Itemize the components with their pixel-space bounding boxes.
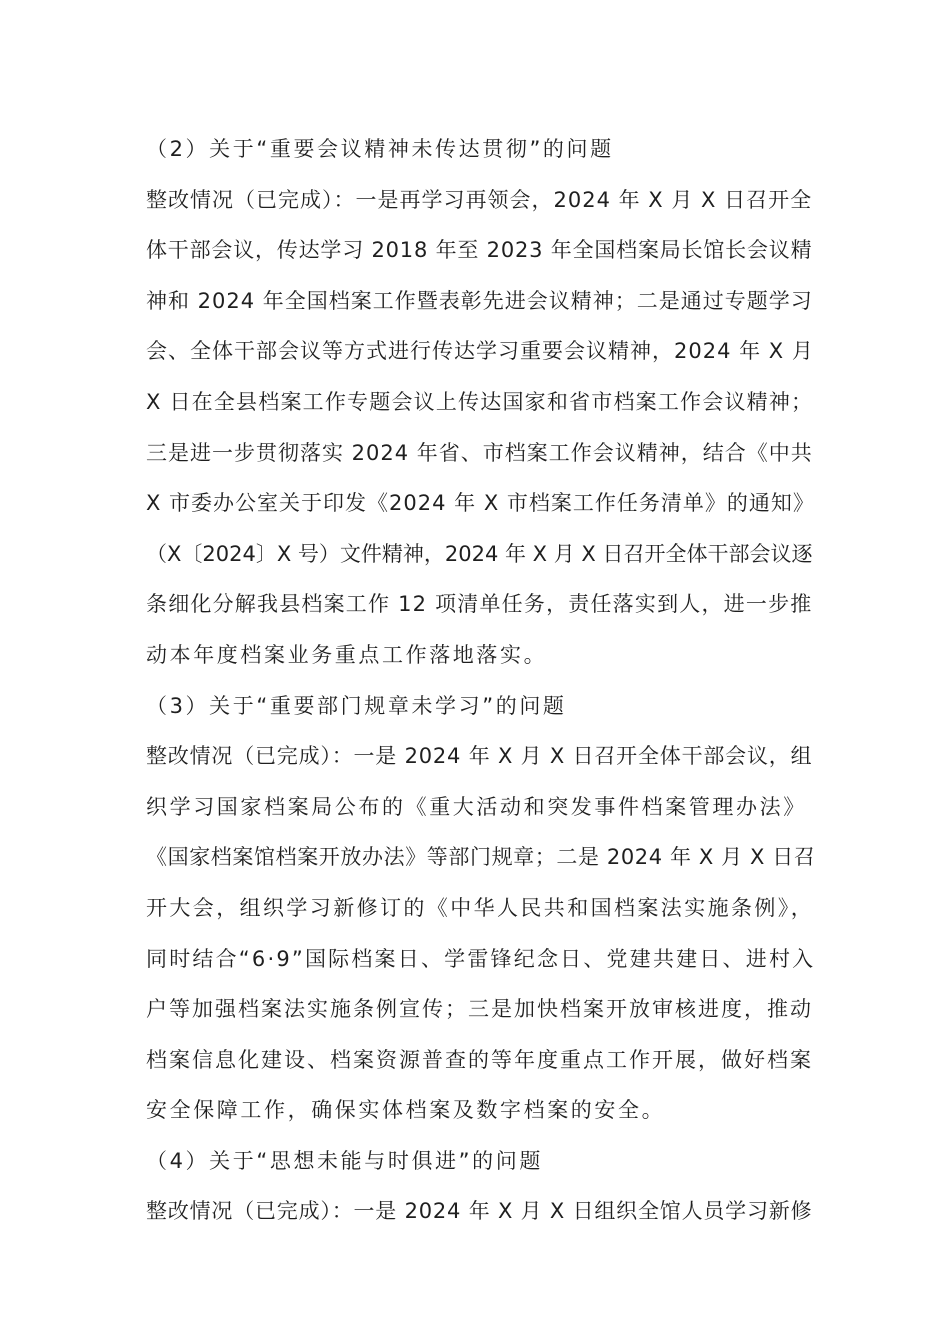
paragraph-line: 《国家档案馆档案开放办法》等部门规章；二是 2024 年 X 月 X 日召 [146,845,816,870]
paragraph-line: 织学习国家档案局公布的《重大活动和突发事件档案管理办法》 [146,794,807,819]
paragraph-line: 会、全体干部会议等方式进行传达学习重要会议精神，2024 年 X 月 [146,339,814,364]
paragraph-line: 安全保障工作，确保实体档案及数字档案的安全。 [146,1098,666,1123]
paragraph-line: X 日在全县档案工作专题会议上传达国家和省市档案工作会议精神； [146,389,814,414]
paragraph-line: 户等加强档案法实施条例宣传；三是加快档案开放审核进度，推动 [146,997,813,1022]
paragraph-line: 整改情况（已完成）：一是再学习再领会，2024 年 X 月 X 日召开全 [146,187,813,212]
paragraph-line: 整改情况（已完成）：一是 2024 年 X 月 X 日召开全体干部会议，组 [146,744,813,769]
document-body [146,124,818,1237]
paragraph-line: 神和 2024 年全国档案工作暨表彰先进会议精神；二是通过专题学习 [146,288,813,313]
paragraph-line: 动本年度档案业务重点工作落地落实。 [146,642,548,667]
paragraph-line: X 市委办公室关于印发《2024 年 X 市档案工作任务清单》的通知》 [146,491,815,516]
paragraph-line: 条细化分解我县档案工作 12 项清单任务，责任落实到人，进一步推 [146,592,813,617]
section-heading-2: （2）关于“重要会议精神未传达贯彻”的问题 [146,137,614,161]
paragraph-line: 开大会，组织学习新修订的《中华人民共和国档案法实施条例》， [146,895,815,920]
paragraph-line: 三是进一步贯彻落实 2024 年省、市档案工作会议精神，结合《中共 [146,440,813,465]
paragraph-line: 整改情况（已完成）：一是 2024 年 X 月 X 日组织全馆人员学习新修 [146,1199,813,1224]
paragraph-line: 体干部会议，传达学习 2018 年至 2023 年全国档案局长馆长会议精 [146,238,813,263]
section-heading-3: （3）关于“重要部门规章未学习”的问题 [146,693,567,718]
section-heading-4: （4）关于“思想未能与时俱进”的问题 [146,1148,543,1173]
paragraph-line: 同时结合“6·9”国际档案日、学雷锋纪念日、党建共建日、进村入 [146,946,816,971]
paragraph-line: （X〔2024〕X 号）文件精神，2024 年 X 月 X 日召开全体干部会议逐 [146,541,813,566]
paragraph-line: 档案信息化建设、档案资源普查的等年度重点工作开展，做好档案 [146,1047,813,1072]
